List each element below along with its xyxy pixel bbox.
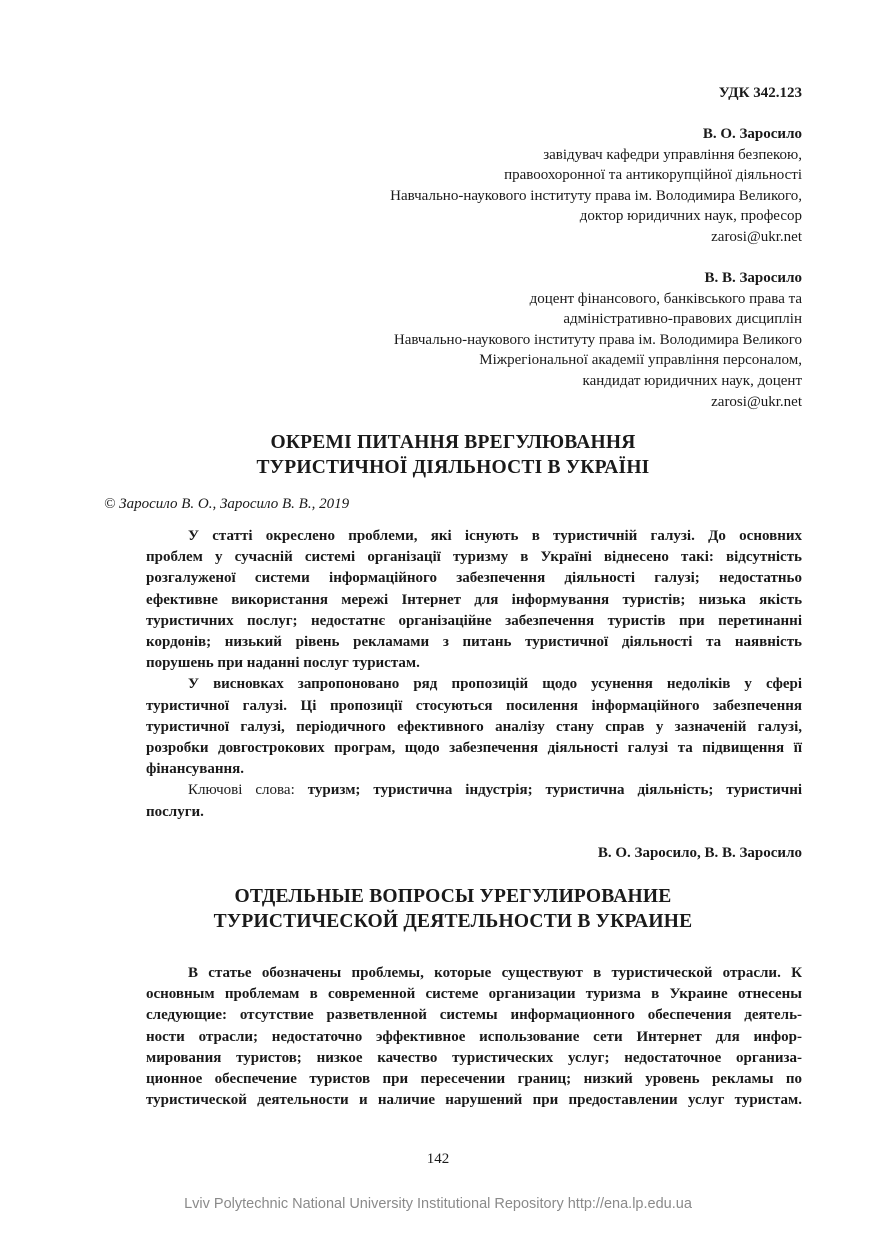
title-ua-line-2: ТУРИСТИЧНОЇ ДІЯЛЬНОСТІ В УКРАЇНІ [256, 456, 650, 478]
keywords-text: туризм; туристична індустрія; туристична діяльність; туристичні [307, 782, 802, 799]
abstract-ua-line: розробки довгострокових програм, щодо забезпечення діяльності галузі та підвищення її [146, 740, 802, 757]
keywords-line-2: послуги. [146, 803, 204, 820]
authors-russian: В. О. Заросило, В. В. Заросило [597, 845, 802, 861]
abstract-ua-line: туристичної галузі. Ці пропозиції стосуються посилення інформаційного забезпечення [146, 697, 802, 714]
title-ru-line-1: ОТДЕЛЬНЫЕ ВОПРОСЫ УРЕГУЛИРОВАНИЕ [234, 886, 672, 907]
author1-affiliation-line: Навчально-наукового інституту права ім. Володимира Великого, [390, 187, 802, 204]
author1-affiliation-line: правоохоронної та антикорупційної діяльності [504, 167, 802, 184]
abstract-ua-line: розгалуженої системи інформаційного забезпечення діяльності галузі; недостатньо [146, 570, 802, 587]
abstract-ua-line: У статті окреслено проблеми, які існують в туристичній галузі. До основних [188, 528, 802, 544]
abstract-ukrainian [146, 526, 802, 823]
abstract-ru-line: В статье обозначены проблемы, которые существуют в туристической отрасли. К [188, 965, 802, 981]
author1-email: zarosi@ukr.net [711, 228, 802, 245]
author2-degree: кандидат юридичних наук, доцент [582, 372, 802, 389]
abstract-ua-line: У висновках запропоновано ряд пропозицій щодо усунення недоліків у сфері [188, 676, 802, 693]
author2-affiliation-line: Навчально-наукового інституту права ім. Володимира Великого [393, 331, 802, 348]
abstract-ru-line: основным проблемам в современной системе организации туризма в Украине отнесены [146, 986, 802, 1003]
author2-email: zarosi@ukr.net [711, 393, 802, 410]
abstract-ua-line: ефективне використання мережі Інтернет для інформування туристів; низька якість [146, 591, 802, 608]
repository-footer: Lviv Polytechnic National University Institutional Repository http://ena.lp.edu.ua [184, 1196, 692, 1212]
abstract-russian [146, 963, 802, 1111]
abstract-ru-line: ности отрасли; недостаточно эффективное использование сети Интернет для инфор- [146, 1028, 802, 1045]
author2-affiliation-line: доцент фінансового, банківського права та [529, 290, 802, 307]
abstract-ru-line: мирования туристов; низкое качество туристических услуг; недостаточное организа- [146, 1049, 802, 1066]
abstract-ua-line: туристичних послуг; недостатнє організаційне забезпечення туристів при перетинанні [146, 612, 802, 629]
abstract-ua-line: кордонів; низький рівень рекламами з питань туристичної діяльності та наявність [146, 634, 802, 651]
author2-block [300, 268, 802, 412]
abstract-ua-line: туристичної галузі, періодичного ефективного аналізу стану справ у зазначеній галузі, [146, 718, 802, 735]
author2-affiliation-line: Міжрегіональної академії управління персоналом, [479, 352, 802, 369]
title-russian [100, 885, 806, 934]
keywords-line [146, 780, 802, 801]
abstract-ua-line: порушень при наданні послуг туристам. [146, 655, 420, 672]
title-ua-line-1: ОКРЕМІ ПИТАННЯ ВРЕГУЛЮВАННЯ [270, 432, 636, 453]
author1-block [300, 124, 802, 248]
abstract-ua-line: фінансування. [146, 761, 245, 778]
keywords-label: Ключові слова: [188, 782, 295, 799]
abstract-ru-line: следующие: отсутствие разветвленной системы информационного обеспечения деятель- [146, 1007, 802, 1024]
author1-degree: доктор юридичних наук, професор [579, 208, 802, 225]
abstract-ua-line: проблем у сучасній системі організації туризму в Україні віднесено такі: відсутність [146, 549, 802, 566]
author2-name: В. В. Заросило [704, 270, 802, 286]
udc-code: УДК 342.123 [718, 85, 802, 101]
abstract-ru-line: туристической деятельности и наличие нарушений при предоставлении услуг туристам. [146, 1092, 802, 1109]
title-ru-line-2: ТУРИСТИЧЕСКОЙ ДЕЯТЕЛЬНОСТИ В УКРАИНЕ [213, 910, 693, 932]
page-number: 142 [426, 1151, 450, 1167]
copyright-notice: © Заросило В. О., Заросило В. В., 2019 [104, 496, 350, 512]
author1-affiliation-line: завідувач кафедри управління безпекою, [543, 146, 802, 163]
author1-name: В. О. Заросило [702, 126, 802, 142]
title-ukrainian [100, 431, 806, 480]
author2-affiliation-line: адміністративно-правових дисциплін [563, 311, 802, 328]
abstract-ru-line: ционное обеспечение туристов при пересечении границ; низкий уровень рекламы по [146, 1071, 802, 1088]
